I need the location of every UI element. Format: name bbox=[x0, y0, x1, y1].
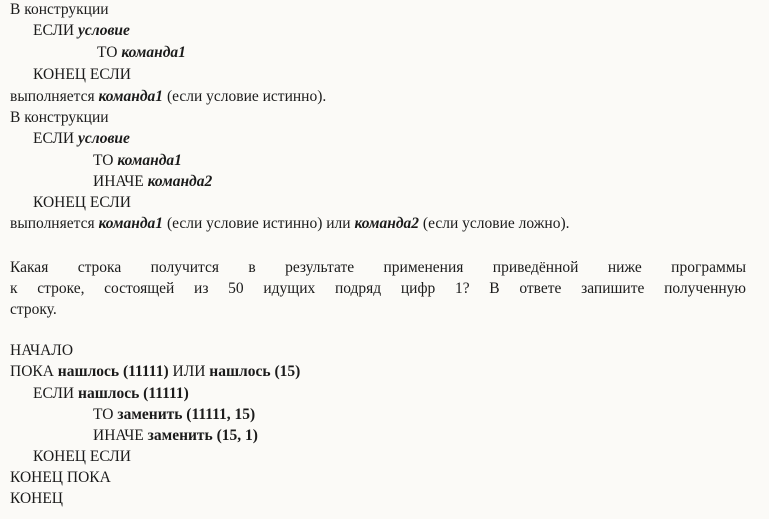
question-paragraph bbox=[10, 257, 746, 320]
program-begin bbox=[10, 341, 73, 361]
block1-end-if bbox=[33, 65, 131, 85]
block2-exec-line bbox=[10, 214, 570, 234]
block1-intro-text: В конструкции bbox=[10, 1, 109, 18]
program-then-line bbox=[93, 405, 255, 425]
block2-if-keyword: ЕСЛИ bbox=[33, 130, 75, 147]
program-end-if bbox=[33, 447, 131, 467]
program-then-command: заменить (11111, 15) bbox=[117, 406, 256, 423]
block2-else-keyword: ИНАЧЕ bbox=[93, 173, 144, 190]
block2-else-line bbox=[93, 172, 212, 192]
block2-then-line bbox=[93, 151, 182, 171]
block1-if-line bbox=[33, 21, 130, 41]
block1-then-keyword: ТО bbox=[97, 44, 118, 61]
block1-exec-suffix: (если условие истинно). bbox=[166, 88, 327, 105]
program-while-cond-a: нашлось (11111) bbox=[57, 363, 169, 380]
program-then-keyword: ТО bbox=[93, 406, 114, 423]
program-else-line bbox=[93, 426, 258, 446]
block2-exec-prefix: выполняется bbox=[10, 215, 95, 232]
program-else-command: заменить (15, 1) bbox=[147, 427, 258, 444]
block2-command2: команда2 bbox=[147, 173, 213, 190]
program-while-or: ИЛИ bbox=[172, 363, 206, 380]
block1-end-if-text: КОНЕЦ ЕСЛИ bbox=[33, 66, 132, 83]
block2-exec-mid: (если условие истинно) или bbox=[166, 215, 351, 232]
block1-exec-command1: команда1 bbox=[98, 88, 164, 105]
program-while-keyword: ПОКА bbox=[10, 363, 54, 380]
question-line-1: Какая строка получится в результате применения приведённой ниже программы bbox=[10, 259, 746, 276]
block2-command1: команда1 bbox=[117, 152, 182, 169]
question-line-3: строку. bbox=[10, 301, 57, 318]
program-end bbox=[10, 489, 63, 509]
program-if-line bbox=[33, 384, 189, 404]
program-while-cond-b: нашлось (15) bbox=[209, 363, 301, 380]
block1-if-keyword: ЕСЛИ bbox=[33, 22, 75, 39]
program-end-text: КОНЕЦ bbox=[10, 490, 64, 507]
block1-then-line bbox=[97, 43, 186, 63]
program-end-if-text: КОНЕЦ ЕСЛИ bbox=[33, 448, 132, 465]
program-end-while-text: КОНЕЦ ПОКА bbox=[10, 469, 111, 486]
block1-intro bbox=[10, 0, 109, 20]
block2-exec-command1: команда1 bbox=[98, 215, 164, 232]
block2-exec-command2: команда2 bbox=[354, 215, 420, 232]
block2-then-keyword: ТО bbox=[93, 152, 114, 169]
block2-exec-suffix: (если условие ложно). bbox=[422, 215, 570, 232]
block1-exec-line bbox=[10, 87, 326, 107]
program-if-keyword: ЕСЛИ bbox=[33, 385, 75, 402]
question-line-2: к строке, состоящей из 50 идущих подряд цифр 1? В ответе запишите полученную bbox=[10, 280, 746, 297]
program-begin-text: НАЧАЛО bbox=[10, 342, 74, 359]
block1-exec-prefix: выполняется bbox=[10, 88, 95, 105]
block2-end-if-text: КОНЕЦ ЕСЛИ bbox=[33, 194, 132, 211]
block2-if-line bbox=[33, 129, 130, 149]
program-end-while bbox=[10, 468, 111, 488]
program-if-cond: нашлось (11111) bbox=[78, 385, 189, 402]
block2-intro-text: В конструкции bbox=[10, 109, 109, 126]
block2-condition: условие bbox=[78, 130, 130, 147]
program-while-line bbox=[10, 362, 300, 382]
block2-end-if bbox=[33, 193, 131, 213]
block1-condition: условие bbox=[78, 22, 130, 39]
program-else-keyword: ИНАЧЕ bbox=[93, 427, 144, 444]
block1-command1: команда1 bbox=[121, 44, 186, 61]
block2-intro bbox=[10, 108, 109, 128]
